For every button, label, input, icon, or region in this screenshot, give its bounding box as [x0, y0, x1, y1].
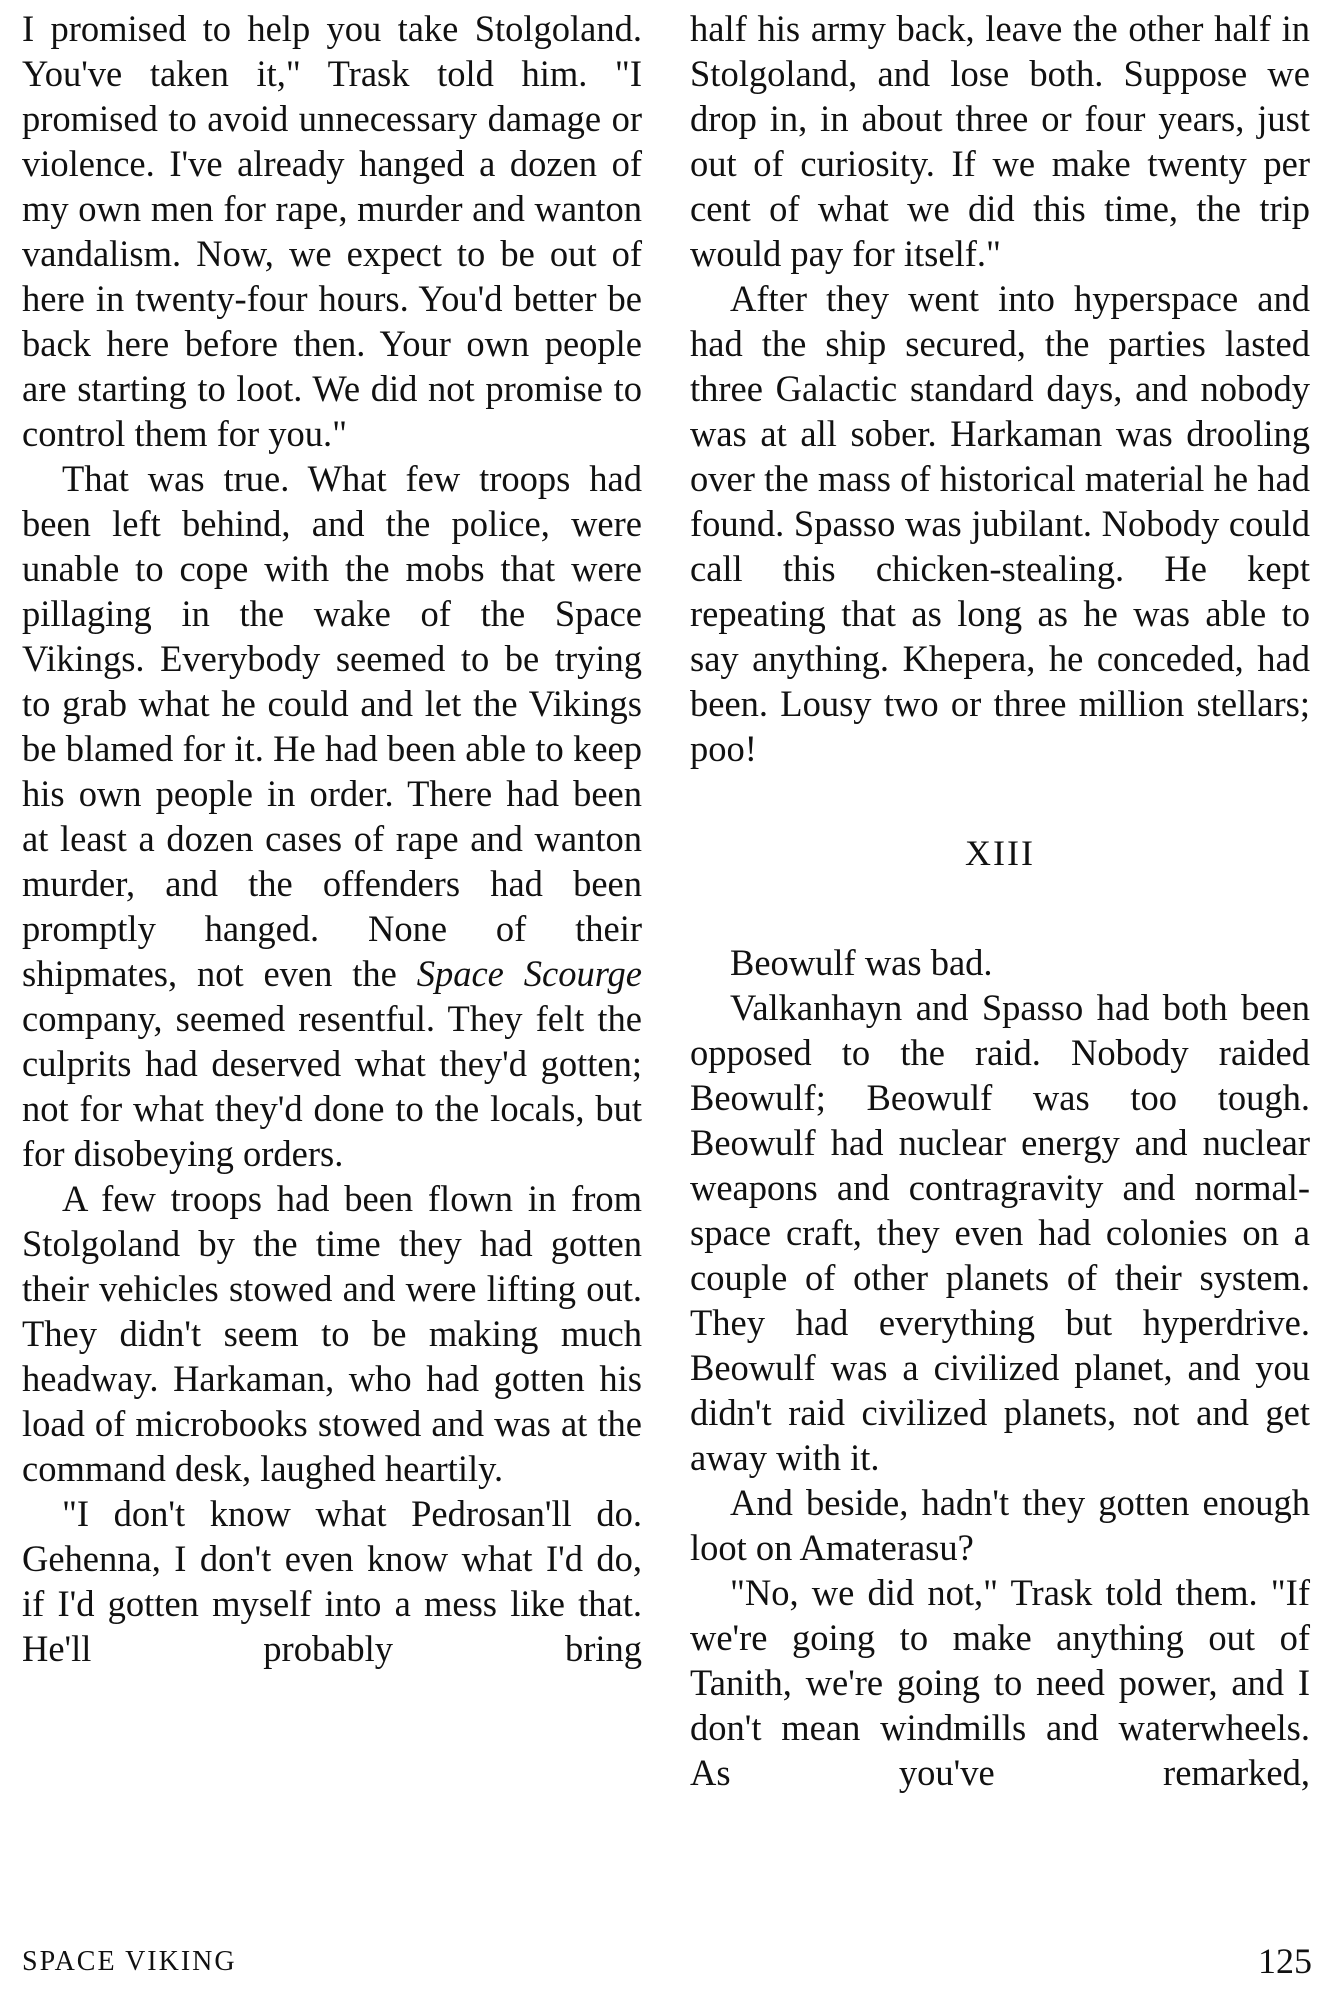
paragraph: Beowulf was bad.	[730, 942, 993, 983]
running-head: SPACE VIKING	[22, 1946, 237, 1977]
paragraph	[22, 456, 642, 1176]
page-number: 125	[1258, 1941, 1312, 1981]
chapter-heading: XIII	[965, 833, 1035, 873]
paragraph: I promised to help you take Stolgoland. You've taken it," Trask told him. "I promised to avoid unnecessary damage or violence. I've already hanged a dozen of my own men for rape, murder and wanton vandalism. Now, we expect to be out of here in twenty-four hours. You'd better be back here before then. Your own people are starting to loot. We did not promise to control them for you."	[22, 8, 642, 454]
paragraph: A few troops had been flown in from Stolgoland by the time they had gotten their vehicles stowed and were lifting out. They didn't seem to be making much headway. Harkaman, who had gotten his load of microbooks stowed and was at the command desk, laughed heartily.	[22, 1178, 642, 1489]
paragraph: And beside, hadn't they gotten enough loot on Amaterasu?	[690, 1482, 1310, 1568]
right-column	[690, 6, 1310, 1795]
ship-name: Space Scourge	[416, 953, 643, 994]
paragraph: After they went into hyperspace and had the ship secured, the parties lasted three Galactic standard days, and nobody was at all sober. Harkaman was drooling over the mass of historical material he had found. Spasso was jubilant. Nobody could call this chicken-stealing. He kept repeating that as long as he was able to say anything. Khepera, he conceded, had been. Lousy two or three million stellars; poo!	[690, 278, 1310, 769]
paragraph-text: company, seemed resentful. They felt the culprits had deserved what they'd gotten; not for what they'd done to the locals, but for disobeying orders.	[22, 998, 642, 1174]
left-column	[22, 6, 642, 1671]
paragraph: "I don't know what Pedrosan'll do. Gehenna, I don't even know what I'd do, if I'd gotten myself into a mess like that. He'll probably bring	[22, 1493, 642, 1669]
paragraph: Valkanhayn and Spasso had both been opposed to the raid. Nobody raided Beowulf; Beowulf was too tough. Beowulf had nuclear energy and nuclear weapons and contragravity and normal-space craft, they even had colonies on a couple of other planets of their system. They had everything but hyperdrive. Beowulf was a civilized planet, and you didn't raid civilized planets, not and get away with it.	[690, 987, 1310, 1478]
page-footer	[22, 1940, 1312, 1985]
paragraph: half his army back, leave the other half in Stolgoland, and lose both. Suppose we drop in, in about three or four years, just out of curiosity. If we make twenty per cent of what we did this time, the trip would pay for itself."	[690, 8, 1310, 274]
paragraph: "No, we did not," Trask told them. "If we're going to make anything out of Tanith, we're going to need power, and I don't mean windmills and waterwheels. As you've remarked,	[690, 1572, 1310, 1793]
paragraph-text: That was true. What few troops had been left behind, and the police, were unable to cope with the mobs that were pillaging in the wake of the Space Vikings. Everybody seemed to be trying to grab what he could and let the Vikings be blamed for it. He had been able to keep his own people in order. There had been at least a dozen cases of rape and wanton murder, and the offenders had been promptly hanged. None of their shipmates, not even the	[22, 458, 642, 994]
